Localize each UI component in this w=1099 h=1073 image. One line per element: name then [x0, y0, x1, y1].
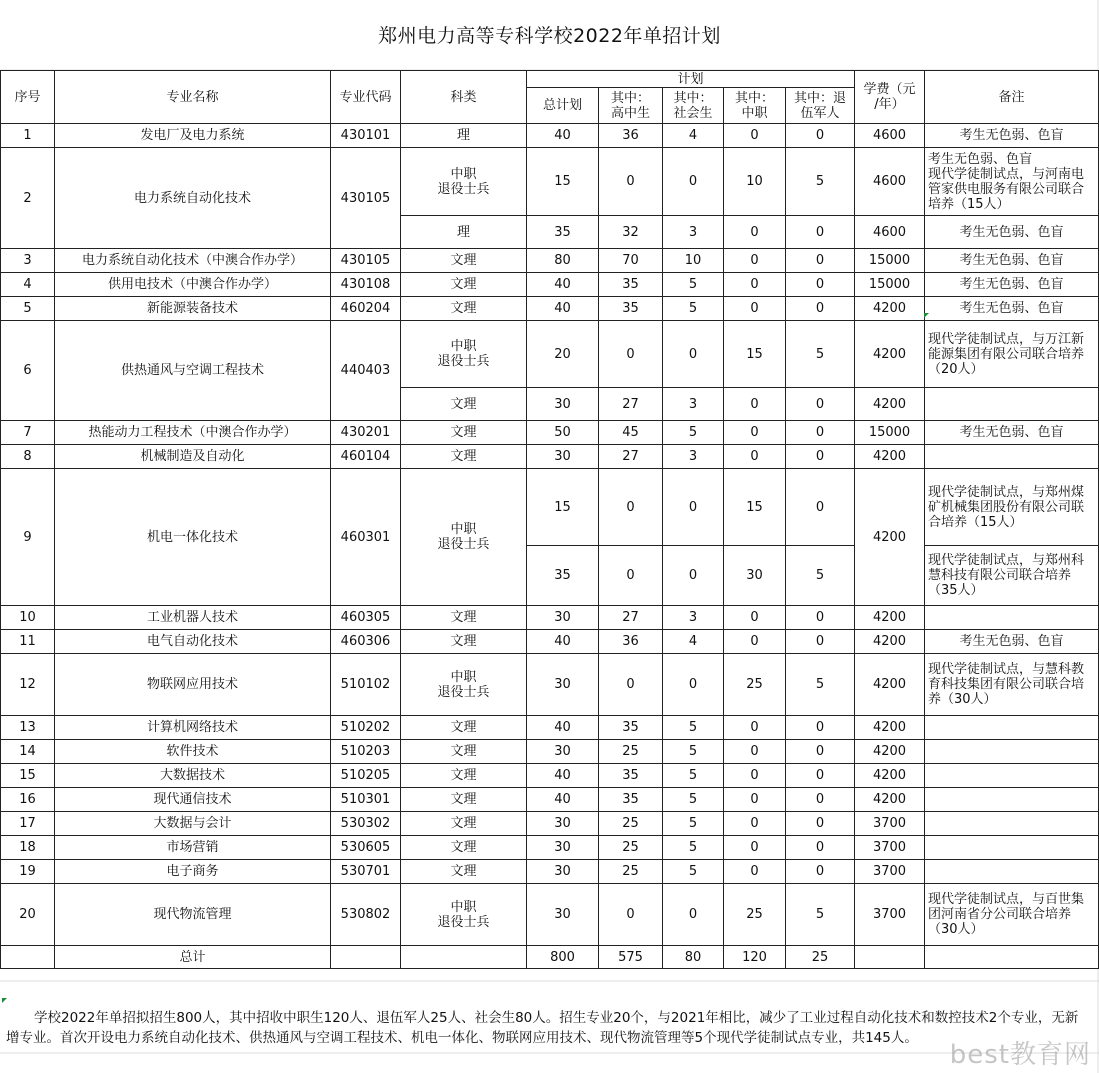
- row-seq: 8: [1, 445, 55, 469]
- major-code: 530605: [331, 836, 401, 860]
- category: 文理: [401, 273, 527, 297]
- summary-total: 800: [527, 946, 599, 969]
- tuition-fee: 3700: [855, 836, 925, 860]
- plan-vocational: 0: [724, 124, 786, 148]
- plan-social: 5: [663, 764, 724, 788]
- enrollment-plan-table: [0, 70, 1099, 969]
- header-fee: 学费（元 /年）: [855, 71, 925, 124]
- plan-total: 40: [527, 716, 599, 740]
- major-code: 530802: [331, 884, 401, 946]
- plan-highschool: 36: [599, 124, 663, 148]
- category: 中职 退役士兵: [401, 148, 527, 216]
- remark: 考生无色弱、色盲: [925, 297, 1099, 321]
- remark: 现代学徒制试点，与郑州科慧科技有限公司联合培养（35人）: [925, 546, 1099, 606]
- plan-vocational: 0: [724, 297, 786, 321]
- plan-vocational: 0: [724, 740, 786, 764]
- header-total: 总计划: [527, 88, 599, 124]
- plan-highschool: 0: [599, 321, 663, 388]
- remark: [925, 860, 1099, 884]
- table-row: [1, 273, 1099, 297]
- plan-vocational: 25: [724, 884, 786, 946]
- table-row: [1, 249, 1099, 273]
- tuition-fee: 4600: [855, 148, 925, 216]
- plan-total: 40: [527, 630, 599, 654]
- plan-veteran: 0: [786, 249, 855, 273]
- major-code: 440403: [331, 321, 401, 421]
- remark: [925, 812, 1099, 836]
- header-social: 其中： 社会生: [663, 88, 724, 124]
- plan-total: 40: [527, 764, 599, 788]
- remark: [925, 445, 1099, 469]
- tuition-fee: 15000: [855, 421, 925, 445]
- plan-social: 3: [663, 606, 724, 630]
- page-title: 郑州电力高等专科学校2022年单招计划: [378, 25, 721, 47]
- remark: 考生无色弱、色盲: [925, 421, 1099, 445]
- category: 理: [401, 216, 527, 249]
- category: 中职 退役士兵: [401, 654, 527, 716]
- plan-highschool: 0: [599, 654, 663, 716]
- tuition-fee: 15000: [855, 249, 925, 273]
- plan-veteran: 0: [786, 788, 855, 812]
- major-name: 计算机网络技术: [55, 716, 331, 740]
- plan-veteran: 0: [786, 836, 855, 860]
- table-row: [1, 788, 1099, 812]
- plan-vocational: 10: [724, 148, 786, 216]
- summary-label: 总计: [55, 946, 331, 969]
- header-vocational: 其中： 中职: [724, 88, 786, 124]
- major-name: 电子商务: [55, 860, 331, 884]
- category: 中职 退役士兵: [401, 884, 527, 946]
- remark: 考生无色弱、色盲: [925, 124, 1099, 148]
- plan-highschool: 0: [599, 469, 663, 546]
- header-major: 专业名称: [55, 71, 331, 124]
- major-name: 机电一体化技术: [55, 469, 331, 606]
- plan-vocational: 0: [724, 836, 786, 860]
- major-code: 460301: [331, 469, 401, 606]
- remark: [925, 716, 1099, 740]
- plan-highschool: 35: [599, 788, 663, 812]
- major-name: 电力系统自动化技术: [55, 148, 331, 249]
- plan-social: 5: [663, 716, 724, 740]
- tuition-fee: 15000: [855, 273, 925, 297]
- row-seq: 9: [1, 469, 55, 606]
- major-name: 电力系统自动化技术（中澳合作办学）: [55, 249, 331, 273]
- row-seq: 14: [1, 740, 55, 764]
- table-row: [1, 836, 1099, 860]
- table-row: [1, 421, 1099, 445]
- category: 文理: [401, 860, 527, 884]
- plan-highschool: 25: [599, 740, 663, 764]
- table-row: [1, 630, 1099, 654]
- plan-total: 30: [527, 884, 599, 946]
- plan-social: 5: [663, 297, 724, 321]
- plan-highschool: 0: [599, 884, 663, 946]
- tuition-fee: 3700: [855, 860, 925, 884]
- plan-veteran: 0: [786, 716, 855, 740]
- plan-social: 10: [663, 249, 724, 273]
- major-name: 机械制造及自动化: [55, 445, 331, 469]
- row-seq: 16: [1, 788, 55, 812]
- plan-social: 5: [663, 421, 724, 445]
- plan-veteran: 5: [786, 654, 855, 716]
- major-name: 大数据与会计: [55, 812, 331, 836]
- plan-social: 0: [663, 469, 724, 546]
- category: 文理: [401, 249, 527, 273]
- major-code: 460204: [331, 297, 401, 321]
- table-row: [1, 884, 1099, 946]
- plan-highschool: 25: [599, 836, 663, 860]
- remark: [925, 606, 1099, 630]
- category: 文理: [401, 606, 527, 630]
- plan-veteran: 0: [786, 124, 855, 148]
- header-remark: 备注: [925, 71, 1099, 124]
- major-name: 电气自动化技术: [55, 630, 331, 654]
- plan-veteran: 5: [786, 321, 855, 388]
- plan-veteran: 5: [786, 546, 855, 606]
- plan-social: 4: [663, 630, 724, 654]
- row-seq: 11: [1, 630, 55, 654]
- table-row: [1, 812, 1099, 836]
- category: 文理: [401, 421, 527, 445]
- plan-veteran: 0: [786, 297, 855, 321]
- plan-total: 50: [527, 421, 599, 445]
- row-seq: 19: [1, 860, 55, 884]
- remark: [925, 740, 1099, 764]
- plan-veteran: 0: [786, 740, 855, 764]
- plan-social: 0: [663, 148, 724, 216]
- remark: 现代学徒制试点，与郑州煤矿机械集团股份有限公司联合培养（15人）: [925, 469, 1099, 546]
- major-name: 大数据技术: [55, 764, 331, 788]
- tuition-fee: 4200: [855, 321, 925, 388]
- header-plan-group: 计划: [527, 71, 855, 88]
- major-code: 460104: [331, 445, 401, 469]
- plan-veteran: 0: [786, 388, 855, 421]
- plan-highschool: 0: [599, 148, 663, 216]
- tuition-fee: 4200: [855, 606, 925, 630]
- major-code: 430108: [331, 273, 401, 297]
- major-code: 460305: [331, 606, 401, 630]
- cell-comment-marker: [924, 313, 929, 318]
- plan-social: 5: [663, 860, 724, 884]
- table-row: [1, 716, 1099, 740]
- remark: 考生无色弱、色盲: [925, 216, 1099, 249]
- category: 中职 退役士兵: [401, 321, 527, 388]
- summary-highschool: 575: [599, 946, 663, 969]
- row-seq: 1: [1, 124, 55, 148]
- plan-veteran: 0: [786, 469, 855, 546]
- plan-total: 30: [527, 654, 599, 716]
- major-name: 软件技术: [55, 740, 331, 764]
- table-row: [1, 654, 1099, 716]
- plan-highschool: 35: [599, 716, 663, 740]
- major-name: 发电厂及电力系统: [55, 124, 331, 148]
- plan-highschool: 27: [599, 445, 663, 469]
- summary-remark: [925, 946, 1099, 969]
- plan-veteran: 0: [786, 812, 855, 836]
- row-seq: 5: [1, 297, 55, 321]
- watermark: best教育网: [949, 1040, 1091, 1070]
- plan-vocational: 0: [724, 630, 786, 654]
- major-code: 510102: [331, 654, 401, 716]
- remark: 现代学徒制试点，与慧科教育科技集团有限公司联合培养（30人）: [925, 654, 1099, 716]
- plan-total: 15: [527, 148, 599, 216]
- plan-total: 30: [527, 860, 599, 884]
- plan-veteran: 0: [786, 273, 855, 297]
- row-seq: 7: [1, 421, 55, 445]
- table-row: [1, 740, 1099, 764]
- plan-highschool: 25: [599, 860, 663, 884]
- summary-vocational: 120: [724, 946, 786, 969]
- plan-highschool: 32: [599, 216, 663, 249]
- remark: 现代学徒制试点，与万江新能源集团有限公司联合培养（20人）: [925, 321, 1099, 388]
- plan-veteran: 0: [786, 860, 855, 884]
- header-category: 科类: [401, 71, 527, 124]
- tuition-fee: 4200: [855, 445, 925, 469]
- plan-highschool: 35: [599, 297, 663, 321]
- tuition-fee: 4600: [855, 216, 925, 249]
- plan-highschool: 45: [599, 421, 663, 445]
- plan-total: 15: [527, 469, 599, 546]
- plan-veteran: 0: [786, 630, 855, 654]
- table-row: [1, 469, 1099, 546]
- plan-veteran: 0: [786, 606, 855, 630]
- plan-vocational: 0: [724, 445, 786, 469]
- plan-highschool: 36: [599, 630, 663, 654]
- plan-highschool: 27: [599, 388, 663, 421]
- tuition-fee: 4600: [855, 124, 925, 148]
- plan-vocational: 0: [724, 788, 786, 812]
- row-seq: 13: [1, 716, 55, 740]
- plan-highschool: 70: [599, 249, 663, 273]
- plan-vocational: 0: [724, 812, 786, 836]
- category: 文理: [401, 297, 527, 321]
- plan-social: 5: [663, 273, 724, 297]
- table-row: [1, 606, 1099, 630]
- plan-social: 3: [663, 445, 724, 469]
- plan-total: 40: [527, 273, 599, 297]
- plan-veteran: 0: [786, 764, 855, 788]
- plan-social: 4: [663, 124, 724, 148]
- category: 文理: [401, 740, 527, 764]
- plan-total: 20: [527, 321, 599, 388]
- row-seq: 20: [1, 884, 55, 946]
- header-veteran: 其中：退 伍军人: [786, 88, 855, 124]
- category: 文理: [401, 445, 527, 469]
- category: 中职 退役士兵: [401, 469, 527, 606]
- summary-code: [331, 946, 401, 969]
- plan-total: 35: [527, 546, 599, 606]
- major-name: 热能动力工程技术（中澳合作办学）: [55, 421, 331, 445]
- category: 文理: [401, 812, 527, 836]
- plan-vocational: 0: [724, 249, 786, 273]
- plan-highschool: 0: [599, 546, 663, 606]
- plan-social: 5: [663, 788, 724, 812]
- plan-vocational: 0: [724, 606, 786, 630]
- plan-vocational: 0: [724, 764, 786, 788]
- summary-seq: [1, 946, 55, 969]
- remark: [925, 788, 1099, 812]
- cell-comment-marker: [2, 998, 7, 1003]
- major-name: 工业机器人技术: [55, 606, 331, 630]
- major-code: 510301: [331, 788, 401, 812]
- category: 文理: [401, 630, 527, 654]
- row-seq: 12: [1, 654, 55, 716]
- tuition-fee: 4200: [855, 788, 925, 812]
- major-code: 510205: [331, 764, 401, 788]
- tuition-fee: 4200: [855, 388, 925, 421]
- plan-vocational: 0: [724, 716, 786, 740]
- plan-veteran: 0: [786, 216, 855, 249]
- table-row: [1, 860, 1099, 884]
- major-code: 430101: [331, 124, 401, 148]
- major-code: 510203: [331, 740, 401, 764]
- plan-vocational: 0: [724, 273, 786, 297]
- plan-total: 30: [527, 836, 599, 860]
- plan-total: 80: [527, 249, 599, 273]
- summary-social: 80: [663, 946, 724, 969]
- summary-row: [1, 946, 1099, 969]
- plan-highschool: 35: [599, 764, 663, 788]
- remark: [925, 836, 1099, 860]
- plan-total: 30: [527, 812, 599, 836]
- major-code: 430105: [331, 148, 401, 249]
- major-code: 530701: [331, 860, 401, 884]
- tuition-fee: 4200: [855, 764, 925, 788]
- plan-veteran: 5: [786, 884, 855, 946]
- plan-total: 30: [527, 445, 599, 469]
- plan-vocational: 0: [724, 421, 786, 445]
- plan-highschool: 27: [599, 606, 663, 630]
- category: 文理: [401, 716, 527, 740]
- major-name: 供热通风与空调工程技术: [55, 321, 331, 421]
- plan-total: 30: [527, 606, 599, 630]
- tuition-fee: 3700: [855, 812, 925, 836]
- header-code: 专业代码: [331, 71, 401, 124]
- table-row: [1, 445, 1099, 469]
- plan-veteran: 0: [786, 445, 855, 469]
- header-row: [1, 71, 1099, 88]
- tuition-fee: 4200: [855, 716, 925, 740]
- summary-category: [401, 946, 527, 969]
- major-name: 现代通信技术: [55, 788, 331, 812]
- tuition-fee: 4200: [855, 740, 925, 764]
- row-seq: 10: [1, 606, 55, 630]
- remark: 考生无色弱、色盲: [925, 630, 1099, 654]
- plan-veteran: 0: [786, 421, 855, 445]
- plan-total: 40: [527, 297, 599, 321]
- row-seq: 15: [1, 764, 55, 788]
- remark: 考生无色弱、色盲: [925, 273, 1099, 297]
- summary-note: [0, 1001, 1099, 1073]
- header-highschool: 其中： 高中生: [599, 88, 663, 124]
- plan-social: 0: [663, 546, 724, 606]
- table-row: [1, 124, 1099, 148]
- plan-total: 30: [527, 388, 599, 421]
- tuition-fee: 4200: [855, 297, 925, 321]
- plan-total: 35: [527, 216, 599, 249]
- plan-vocational: 30: [724, 546, 786, 606]
- plan-veteran: 5: [786, 148, 855, 216]
- plan-highschool: 25: [599, 812, 663, 836]
- major-name: 新能源装备技术: [55, 297, 331, 321]
- plan-social: 0: [663, 654, 724, 716]
- remark: [925, 764, 1099, 788]
- category: 文理: [401, 388, 527, 421]
- category: 文理: [401, 788, 527, 812]
- tuition-fee: 4200: [855, 654, 925, 716]
- summary-fee: [855, 946, 925, 969]
- plan-highschool: 35: [599, 273, 663, 297]
- plan-vocational: 0: [724, 388, 786, 421]
- plan-total: 40: [527, 124, 599, 148]
- plan-social: 3: [663, 388, 724, 421]
- table-row: [1, 148, 1099, 216]
- category: 文理: [401, 764, 527, 788]
- table-row: [1, 297, 1099, 321]
- plan-vocational: 15: [724, 469, 786, 546]
- plan-social: 0: [663, 884, 724, 946]
- major-name: 市场营销: [55, 836, 331, 860]
- major-name: 供用电技术（中澳合作办学）: [55, 273, 331, 297]
- row-seq: 4: [1, 273, 55, 297]
- plan-social: 0: [663, 321, 724, 388]
- table-row: [1, 764, 1099, 788]
- major-code: 510202: [331, 716, 401, 740]
- row-seq: 6: [1, 321, 55, 421]
- plan-total: 40: [527, 788, 599, 812]
- row-seq: 17: [1, 812, 55, 836]
- major-code: 430105: [331, 249, 401, 273]
- table-row: [1, 321, 1099, 388]
- major-code: 460306: [331, 630, 401, 654]
- major-name: 物联网应用技术: [55, 654, 331, 716]
- plan-vocational: 0: [724, 216, 786, 249]
- summary-veteran: 25: [786, 946, 855, 969]
- major-code: 430201: [331, 421, 401, 445]
- tuition-fee: 4200: [855, 469, 925, 606]
- plan-total: 30: [527, 740, 599, 764]
- remark: 现代学徒制试点，与百世集团河南省分公司联合培养（30人）: [925, 884, 1099, 946]
- major-name: 现代物流管理: [55, 884, 331, 946]
- category: 文理: [401, 836, 527, 860]
- summary-note-text: 学校2022年单招拟招生800人，其中招收中职生120人、退伍军人25人、社会生80人。招生专业20个，与2021年相比，减少了工业过程自动化技术和数控技术2个专业，无新增专业。首次开设电力系统自动化技术、供热通风与空调工程技术、机电一体化、物联网应用技术、现代物流管理等5个现代学徒制试点专业，共145人。: [6, 1010, 1079, 1046]
- row-seq: 18: [1, 836, 55, 860]
- category: 理: [401, 124, 527, 148]
- plan-social: 5: [663, 740, 724, 764]
- plan-social: 5: [663, 812, 724, 836]
- remark: 考生无色弱、色盲 现代学徒制试点，与河南电管家供电服务有限公司联合培养（15人）: [925, 148, 1099, 216]
- tuition-fee: 4200: [855, 630, 925, 654]
- remark: 考生无色弱、色盲: [925, 249, 1099, 273]
- major-code: 530302: [331, 812, 401, 836]
- plan-vocational: 15: [724, 321, 786, 388]
- row-seq: 2: [1, 148, 55, 249]
- plan-social: 3: [663, 216, 724, 249]
- plan-vocational: 0: [724, 860, 786, 884]
- tuition-fee: 3700: [855, 884, 925, 946]
- header-seq: 序号: [1, 71, 55, 124]
- remark: [925, 388, 1099, 421]
- row-seq: 3: [1, 249, 55, 273]
- plan-vocational: 25: [724, 654, 786, 716]
- plan-social: 5: [663, 836, 724, 860]
